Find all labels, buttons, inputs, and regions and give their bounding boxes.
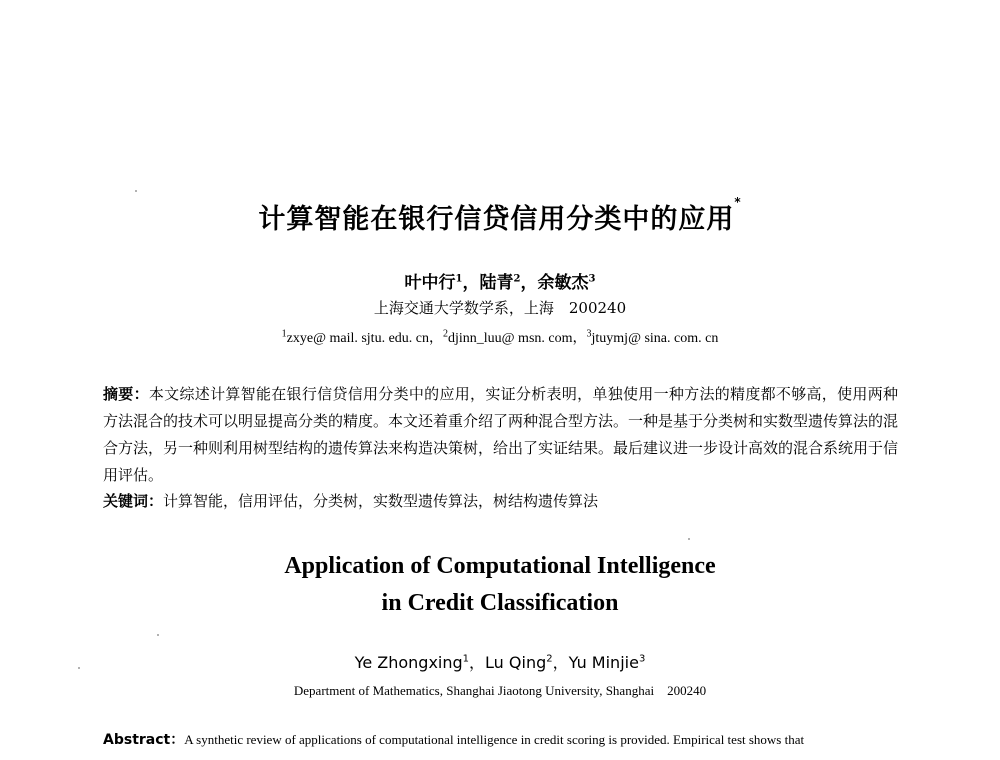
- author-sup: 2: [513, 273, 521, 285]
- author-name: Yu Minjie: [568, 653, 639, 672]
- keywords-cn-label: 关键词：: [103, 492, 164, 510]
- abstract-cn-body: 本文综述计算智能在银行信贷信用分类中的应用，实证分析表明，单独使用一种方法的精度都不够高，使用两种方法混合的技术可以明显提高分类的精度。本文还着重介绍了两种混合型方法。一种是基于分类树和实数型遗传算法的混合方法，另一种则利用树型结构的遗传算法来构造决策树，给出了实证结果。最后建议进一步设计高效的混合系统用于信用评估。: [103, 385, 899, 484]
- email-link[interactable]: zxye@ mail. sjtu. edu. cn，: [286, 331, 443, 346]
- email-link[interactable]: djinn_luu@ msn. com，: [448, 331, 587, 346]
- email-sup: 1: [281, 328, 287, 340]
- scan-speck: [688, 538, 690, 540]
- author-separator: ，: [552, 653, 569, 672]
- author-emails: [0, 327, 1000, 347]
- author-name: 陆青: [479, 273, 514, 293]
- page-title-en: [0, 548, 1000, 622]
- author-separator: ，: [520, 273, 538, 293]
- author-separator: ，: [462, 273, 480, 293]
- author-sup: 3: [588, 273, 596, 285]
- authors-en: [0, 650, 1000, 673]
- affiliation-cn: 上海交通大学数学系，上海 200240: [373, 299, 627, 317]
- keywords-cn-body: 计算智能，信用评估，分类树，实数型遗传算法，树结构遗传算法: [163, 492, 599, 510]
- abstract-en-label: Abstract：: [103, 732, 185, 748]
- title-en-line-1: Application of Computational Intelligence: [284, 553, 716, 579]
- abstract-cn-label: 摘要：: [103, 385, 149, 403]
- email-link[interactable]: jtuymj@ sina. com. cn: [591, 331, 719, 346]
- author-name: Lu Qing: [485, 653, 547, 672]
- author-sup: 1: [455, 273, 463, 285]
- affiliation-en: Department of Mathematics, Shanghai Jiaotong University, Shanghai 200240: [293, 683, 707, 698]
- keywords-cn: [103, 490, 898, 511]
- title-en-line-2: in Credit Classification: [381, 590, 619, 616]
- title-footnote-mark: *: [734, 195, 742, 209]
- abstract-en: [103, 728, 898, 752]
- email-sup: 2: [443, 328, 448, 340]
- author-name: 余敏杰: [537, 273, 589, 293]
- scan-speck: [157, 634, 159, 636]
- scan-speck: [135, 190, 137, 192]
- author-separator: ，: [469, 653, 486, 672]
- author-sup: 3: [638, 653, 646, 665]
- author-sup: 1: [462, 653, 470, 665]
- author-sup: 2: [546, 653, 553, 665]
- author-name: 叶中行: [404, 273, 456, 293]
- abstract-en-body: A synthetic review of applications of computational intelligence in credit scoring is provided. Empirical test shows that: [184, 732, 805, 747]
- title-cn-text: 计算智能在银行信贷信用分类中的应用: [258, 204, 735, 235]
- abstract-cn: [103, 381, 898, 489]
- author-name: Ye Zhongxing: [354, 653, 463, 672]
- authors-cn: [0, 268, 1000, 293]
- email-sup: 3: [586, 328, 592, 340]
- page-title-cn: [0, 197, 1000, 236]
